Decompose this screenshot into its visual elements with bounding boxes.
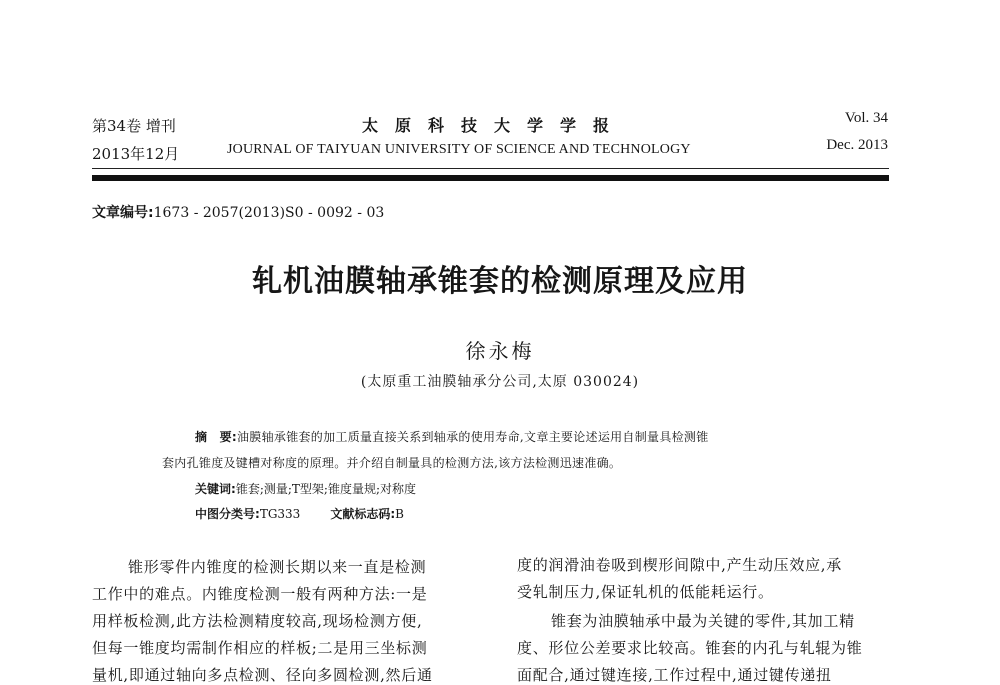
keywords-label: 关键词: <box>195 482 236 496</box>
body-right-line: 受轧制压力,保证轧机的低能耗运行。 <box>517 583 774 601</box>
date-en: Dec. 2013 <box>826 137 888 153</box>
body-right-line: 度、形位公差要求比较高。锥套的内孔与轧辊为锥 <box>517 639 863 657</box>
keywords <box>195 480 416 497</box>
article-number-label: 文章编号: <box>92 205 154 221</box>
doc-code-label: 文献标志码: <box>330 507 396 521</box>
body-right-line: 面配合,通过键连接,工作过程中,通过键传递扭 <box>517 666 832 684</box>
abstract-text-1: 油膜轴承锥套的加工质量直接关系到轴承的使用寿命,文章主要论述运用自制量具检测锥 <box>237 430 709 444</box>
body-right-line: 锥套为油膜轴承中最为关键的零件,其加工精 <box>551 612 855 630</box>
clc-value: TG333 <box>259 507 301 521</box>
date-cn: 2013年12月 <box>92 145 180 163</box>
abstract-text-2: 套内孔锥度及键槽对称度的原理。并介绍自制量具的检测方法,该方法检测迅速准确。 <box>162 456 622 470</box>
volume-en: Vol. 34 <box>844 110 888 126</box>
body-left-line: 用样板检测,此方法检测精度较高,现场检测方便, <box>92 612 423 630</box>
header-rule-thin <box>92 168 889 169</box>
body-left-line: 量机,即通过轴向多点检测、径向多圆检测,然后通 <box>92 666 433 684</box>
paper-title: 轧机油膜轴承锥套的检测原理及应用 <box>252 264 748 299</box>
clc-label: 中图分类号: <box>195 507 260 521</box>
journal-title-cn: 太原科技大学学报 <box>362 116 627 135</box>
volume-issue-cn: 第34卷 增刊 <box>92 117 176 135</box>
body-left-line: 工作中的难点。内锥度检测一般有两种方法:一是 <box>92 585 428 603</box>
journal-title-en: JOURNAL OF TAIYUAN UNIVERSITY OF SCIENCE AND TECHNOLOGY <box>227 142 691 157</box>
affiliation: (太原重工油膜轴承分公司,太原 030024) <box>360 374 640 390</box>
classification <box>195 505 404 522</box>
abstract-line-1 <box>195 428 709 445</box>
body-left-line: 锥形零件内锥度的检测长期以来一直是检测 <box>128 558 427 576</box>
abstract-label: 摘 要: <box>195 430 237 444</box>
doc-code-value: B <box>395 507 404 521</box>
author: 徐永梅 <box>465 339 535 363</box>
keywords-value: 锥套;测量;T型架;锥度量规;对称度 <box>235 482 416 496</box>
header-rule-thick <box>92 175 889 181</box>
article-number-value: 1673 - 2057(2013)S0 - 0092 - 03 <box>153 205 385 221</box>
body-left-line: 但每一锥度均需制作相应的样板;二是用三坐标测 <box>92 639 428 657</box>
article-number <box>92 202 384 222</box>
body-right-line: 度的润滑油卷吸到楔形间隙中,产生动压效应,承 <box>517 556 842 574</box>
